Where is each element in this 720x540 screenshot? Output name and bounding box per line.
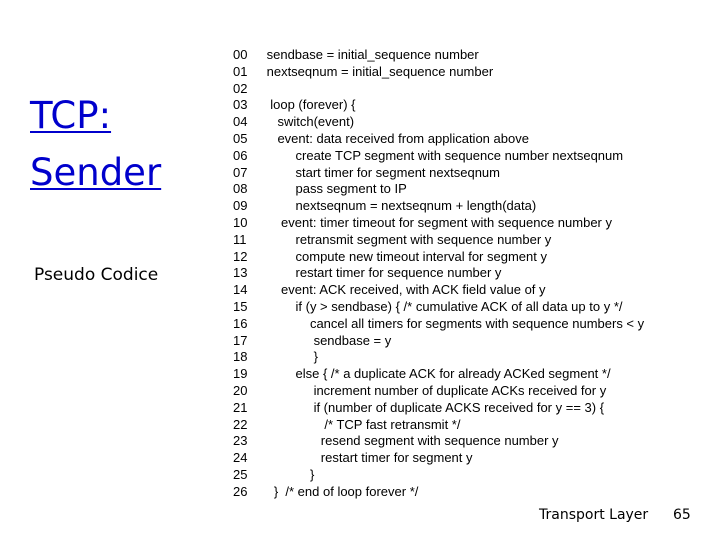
slide-title-line-2: Sender	[30, 151, 162, 194]
code-text: create TCP segment with sequence number nextseqnum	[263, 147, 624, 163]
code-line	[233, 333, 644, 350]
code-line	[233, 316, 644, 333]
code-line	[233, 366, 644, 383]
line-number: 23	[233, 433, 248, 449]
code-text: cancel all timers for segments with sequence numbers < y	[263, 315, 645, 331]
code-text: event: timer timeout for segment with sequence number y	[263, 214, 612, 230]
line-number: 06	[233, 147, 248, 163]
code-text: pass segment to IP	[263, 181, 407, 197]
page-number: 65	[673, 507, 691, 523]
code-line	[233, 114, 644, 131]
code-text: nextseqnum = nextseqnum + length(data)	[263, 198, 537, 214]
line-number: 13	[233, 265, 248, 281]
code-text: }	[263, 466, 315, 482]
line-number: 10	[233, 214, 248, 230]
code-line	[233, 232, 644, 249]
code-text: }	[263, 349, 318, 365]
line-number: 21	[233, 399, 248, 415]
line-number: 26	[233, 483, 248, 499]
code-text: switch(event)	[263, 114, 355, 130]
code-line	[233, 484, 644, 501]
code-line	[233, 148, 644, 165]
code-text: restart timer for sequence number y	[263, 265, 502, 281]
code-line	[233, 349, 644, 366]
code-line	[233, 131, 644, 148]
line-number: 25	[233, 466, 248, 482]
code-text: retransmit segment with sequence number y	[263, 231, 552, 247]
code-text: sendbase = initial_sequence number	[263, 47, 479, 62]
line-number: 15	[233, 298, 248, 314]
code-text: if (y > sendbase) { /* cumulative ACK of all data up to y */	[263, 298, 623, 314]
line-number: 04	[233, 114, 248, 130]
code-text: event: ACK received, with ACK field value of y	[263, 282, 546, 298]
line-number: 14	[233, 282, 248, 298]
code-line	[233, 198, 644, 215]
line-number: 19	[233, 366, 248, 382]
code-text: compute new timeout interval for segment y	[263, 248, 547, 264]
code-line	[233, 467, 644, 484]
line-number: 01	[233, 63, 248, 79]
footer-label: Transport Layer	[539, 507, 649, 523]
line-number: 03	[233, 97, 248, 113]
code-line	[233, 417, 644, 434]
code-line	[233, 64, 644, 81]
line-number: 22	[233, 416, 248, 432]
code-text: start timer for segment nextseqnum	[263, 164, 500, 180]
line-number: 11	[233, 231, 247, 247]
line-number: 05	[233, 130, 248, 146]
code-text: sendbase = y	[263, 332, 392, 348]
code-text: restart timer for segment y	[263, 450, 473, 466]
code-line	[233, 400, 644, 417]
code-text: nextseqnum = initial_sequence number	[263, 63, 494, 79]
code-line	[233, 165, 644, 182]
code-text: resend segment with sequence number y	[263, 433, 559, 449]
code-line	[233, 450, 644, 467]
code-line	[233, 433, 644, 450]
line-number: 17	[233, 332, 248, 348]
code-line	[233, 299, 644, 316]
code-line	[233, 47, 644, 64]
line-number: 02	[233, 80, 248, 96]
line-number: 00	[233, 47, 248, 62]
code-line	[233, 81, 644, 98]
slide-subtitle: Pseudo Codice	[34, 265, 159, 285]
slide-title-line-1: TCP:	[30, 94, 112, 137]
line-number: 07	[233, 164, 248, 180]
line-number: 09	[233, 198, 248, 214]
line-number: 24	[233, 450, 248, 466]
code-line	[233, 97, 644, 114]
code-text: /* TCP fast retransmit */	[263, 416, 461, 432]
code-text: loop (forever) {	[263, 97, 356, 113]
line-number: 18	[233, 349, 248, 365]
code-text: event: data received from application above	[263, 130, 529, 146]
line-number: 20	[233, 382, 248, 398]
code-line	[233, 181, 644, 198]
code-line	[233, 265, 644, 282]
slide-title	[30, 87, 190, 201]
code-text: else { /* a duplicate ACK for already ACKed segment */	[263, 366, 611, 382]
code-line	[233, 249, 644, 266]
line-number: 12	[233, 248, 248, 264]
code-text: if (number of duplicate ACKS received for y == 3) {	[263, 399, 605, 415]
line-number: 16	[233, 315, 248, 331]
code-line	[233, 282, 644, 299]
code-line	[233, 383, 644, 400]
line-number: 08	[233, 181, 248, 197]
code-text: } /* end of loop forever */	[263, 483, 419, 499]
code-line	[233, 215, 644, 232]
code-text: increment number of duplicate ACKs received for y	[263, 382, 607, 398]
pseudocode-block	[233, 47, 644, 501]
